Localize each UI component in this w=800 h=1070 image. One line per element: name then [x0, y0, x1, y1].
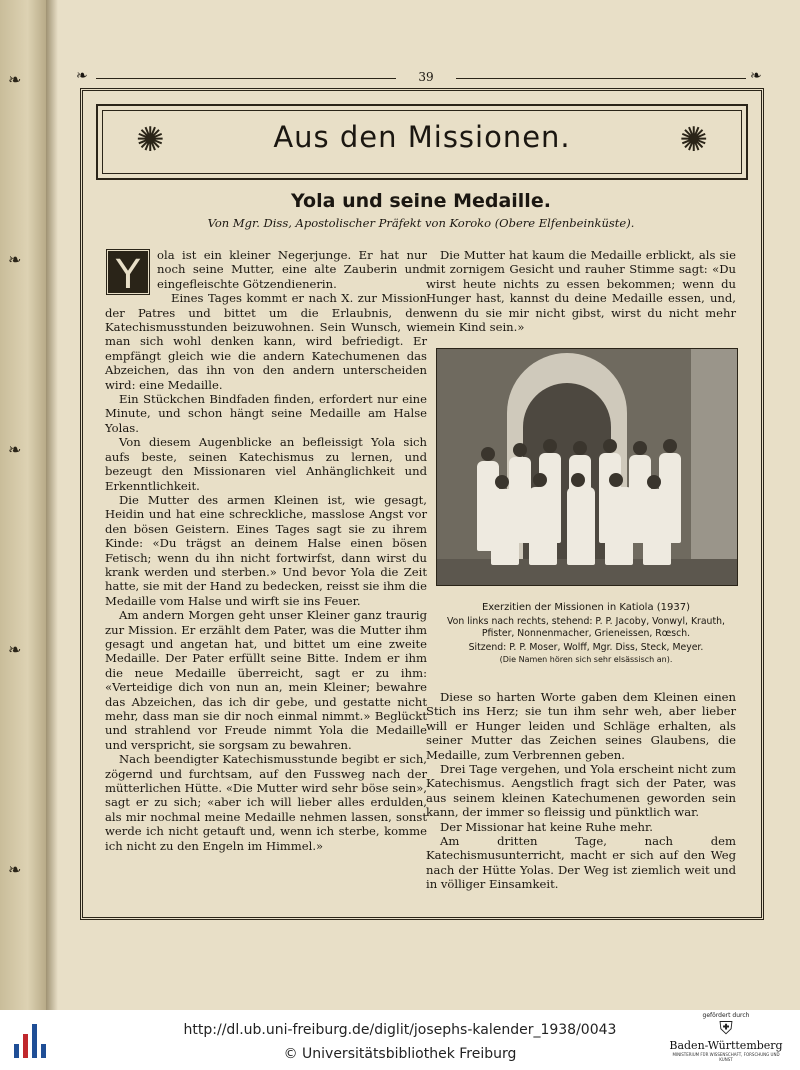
photo-caption-title: Exerzitien der Missionen in Katiola (1937) — [481, 602, 691, 613]
photo-caption-standing-2: Pfister, Nonnenmacher, Grieneissen, Rœsch. — [481, 628, 691, 639]
paragraph: Von diesem Augenblicke an befleissigt Yola sich aufs beste, seinen Katechismus zu lernen, und bezeugt den Missionaren viel Anhänglichkeit und Erkenntlichkeit. — [105, 435, 427, 493]
ornament-icon: ❧ — [8, 640, 22, 659]
paragraph: Der Missionar hat keine Ruhe mehr. — [440, 819, 653, 834]
paragraph: Diese so harten Worte gaben dem Kleinen einen Stich ins Herz; sie tun ihm sehr weh, aber lieber will er Hunger leiden und Schläge erhalten, als seiner Mutter das Zeichen seines Glaubens, die Medaille, zum Verbrennen geben. — [426, 690, 736, 762]
paragraph: Nach beendigter Katechismusstunde begibt er sich, zögernd und furchtsam, auf den Fussweg nach der mütterlichen Hütte. «Die Mutter wird sehr böse sein», sagt er zu sich; «aber ich will lieber alles erdulden, als mir nochmal meine Medaille nehmen lassen, sonst werde ich nicht getauft und, wenn ich sterbe, komme ich nicht zu den Engeln im Himmel.» — [105, 752, 427, 853]
article-byline: Von Mgr. Diss, Apostolischer Präfekt von Koroko (Obere Elfenbeinküste). — [207, 216, 635, 230]
coat-of-arms-icon: ⛨ — [719, 1018, 733, 1039]
paragraph: Am dritten Tage, nach dem Katechismusunterricht, macht er sich auf den Weg nach der Hütte Yolas. Der Weg ist ziemlich weit und in völliger Einsamkeit. — [426, 834, 736, 892]
right-column-top — [426, 248, 736, 334]
funder-logo — [666, 1012, 786, 1062]
scanned-page — [46, 0, 800, 1010]
star-ornament-icon: ✺ — [679, 120, 708, 160]
paragraph: ola ist ein kleiner Negerjunge. Er hat nur noch seine Mutter, eine alte Zauberin und eingefleischte Götzendienerin. — [157, 248, 427, 291]
funder-name: Baden-Württemberg — [669, 1039, 783, 1052]
page-number: 39 — [418, 70, 434, 84]
person-figure — [491, 489, 519, 565]
person-figure — [567, 487, 595, 565]
page-gutter-shadow — [46, 0, 58, 1010]
paragraph: Ein Stückchen Bindfaden finden, erfordert nur eine Minute, und schon hängt seine Medaille am Halse Yolas. — [105, 392, 427, 435]
ornament-icon: ❧ — [8, 250, 22, 269]
photo-caption-standing: Von links nach rechts, stehend: P. P. Jacoby, Vonwyl, Krauth, — [447, 616, 725, 627]
ornament-icon: ❧ — [8, 860, 22, 879]
photo-caption-note: (Die Namen hören sich sehr elsässisch an). — [499, 655, 673, 664]
photo-caption-sitting: Sitzend: P. P. Moser, Wolff, Mgr. Diss, Steck, Meyer. — [468, 642, 704, 653]
paragraph: Drei Tage vergehen, und Yola erscheint nicht zum Katechismus. Aengstlich fragt sich der Pater, was aus seinem kleinen Katechumenen geworden sein kann, der immer so fleissig und pünktlich war. — [426, 762, 736, 820]
funder-ministry: MINISTERIUM FÜR WISSENSCHAFT, FORSCHUNG UND KUNST — [672, 1052, 780, 1062]
ornament-icon: ❧ — [750, 68, 762, 84]
right-column-bottom — [426, 690, 736, 892]
page-number-rule — [76, 70, 766, 88]
person-figure — [529, 487, 557, 565]
left-column — [105, 248, 427, 853]
permalink-url[interactable]: http://dl.ub.uni-freiburg.de/diglit/josephs-kalender_1938/0043 — [183, 1022, 617, 1038]
person-figure — [605, 487, 633, 565]
paragraph: Eines Tages kommt er nach X. zur Mission der Patres und bittet um die Erlaubnis, den Katechismusstunden beizuwohnen. Sein Wunsch, wie man sich wohl denken kann, wird befriedigt. Er empfängt gleich wie die andern Katechumenen das Abzeichen, das ihn von den andern unterscheiden wird: eine Medaille. — [105, 291, 427, 392]
section-header — [96, 104, 748, 180]
drop-cap: Y — [105, 248, 151, 296]
paragraph: Die Mutter des armen Kleinen ist, wie gesagt, Heidin und hat eine schreckliche, masslose Angst vor den bösen Geistern. Eines Tages sagt sie zu ihrem Kinde: «Du trägst an deinem Halse einen bösen Fetisch; wenn du ihn nicht fortwirfst, dann wirst du krank werden und sterben.» Und bevor Yola die Zeit hatte, sie mit der Hand zu bedecken, reisst sie ihm die Medaille vom Halse und wirft sie ins Feuer. — [105, 492, 427, 608]
ornament-icon: ❧ — [76, 68, 88, 84]
star-ornament-icon: ✺ — [136, 120, 165, 160]
group-photograph — [436, 348, 738, 586]
paragraph: Am andern Morgen geht unser Kleiner ganz traurig zur Mission. Er erzählt dem Pater, was die Mutter ihm gesagt und angetan hat, und bittet um eine zweite Medaille. Der Pater erfüllt seine Bitte. Indem er ihm die neue Medaille überreicht, sagt er zu ihm: «Verteidige dich von nun an, mein Kleiner; bewahre das Abzeichen, das ich dir gebe, und gestatte nicht mehr, dass man sie dir noch einmal nimmt.» Beglückt und strahlend vor Freude nimmt Yola die Medaille und verspricht, sie sorgsam zu bewahren. — [105, 608, 427, 752]
article-title: Yola und seine Medaille. — [291, 190, 551, 212]
funder-note: gefördert durch — [702, 1012, 750, 1019]
paragraph: Die Mutter hat kaum die Medaille erblickt, als sie mit zornigem Gesicht und rauher Stimme sagt: «Du wirst heute nichts zu essen bekommen; wenn du Hunger hast, kannst du deine Medaille essen, und, wenn du sie mir nicht gibst, wirst du nicht mehr mein Kind sein.» — [426, 248, 736, 335]
copyright-notice: © Universitätsbibliothek Freiburg — [283, 1046, 517, 1062]
ornament-icon: ❧ — [8, 70, 22, 89]
ornament-icon: ❧ — [8, 440, 22, 459]
section-title: Aus den Missionen. — [273, 120, 571, 154]
viewer-footer — [0, 1010, 800, 1070]
previous-page-edge — [0, 0, 46, 1010]
person-figure — [643, 489, 671, 565]
